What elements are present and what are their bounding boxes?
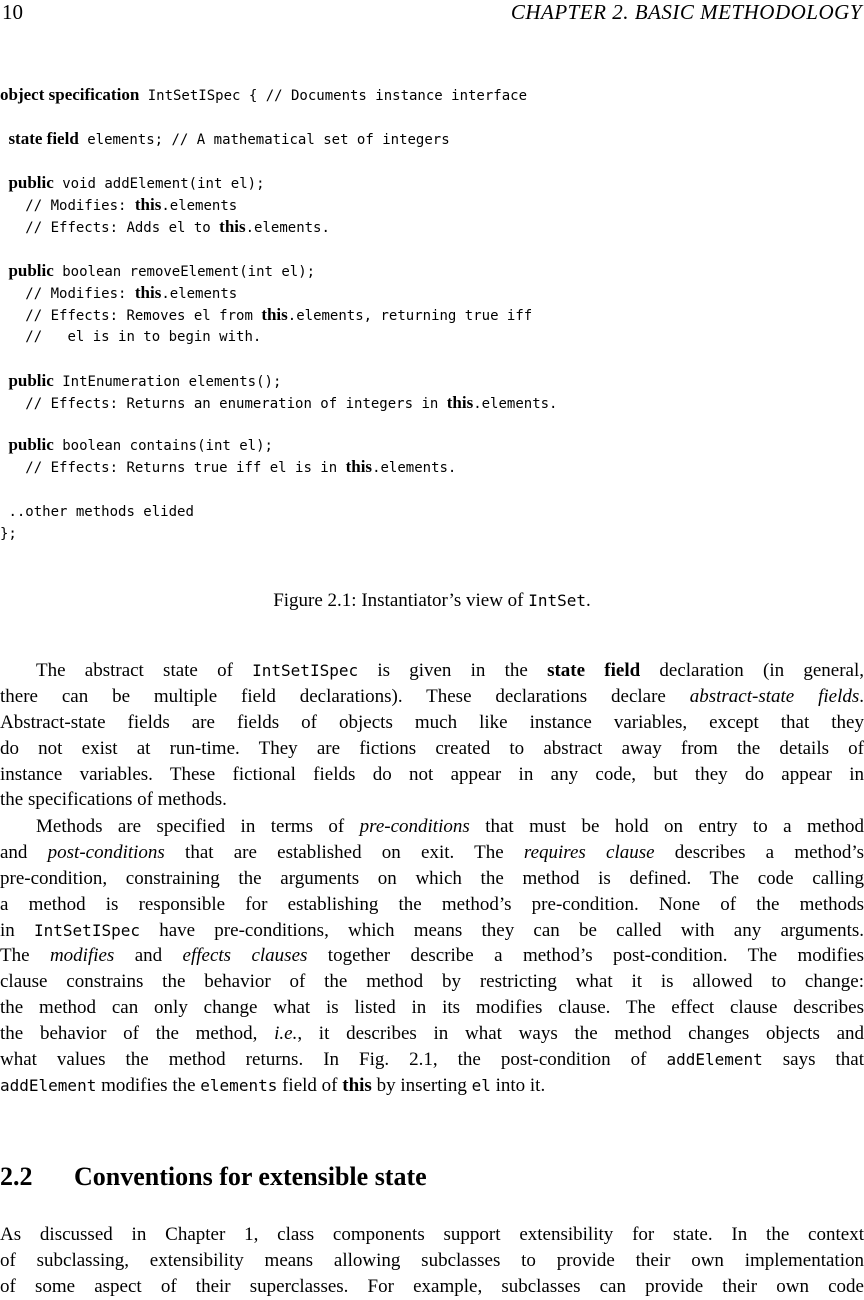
paragraph xyxy=(0,814,864,1099)
text: that must be hold on entry to a method xyxy=(469,816,864,837)
text: there can be multiple field declarations). These declarations declare xyxy=(0,685,690,707)
text-line xyxy=(0,840,864,866)
text-line: Abstract-state fields are fields of objects much like instance variables, except that they xyxy=(0,711,864,733)
code-text: // el is in to begin with. xyxy=(8,329,262,345)
text: is given in the xyxy=(358,660,548,681)
text: the behavior of the method, xyxy=(0,1023,275,1045)
code-text: IntEnumeration elements(); xyxy=(53,374,282,390)
code-line xyxy=(0,523,17,545)
text-line xyxy=(0,814,864,840)
section-number: 2.2 xyxy=(0,1162,33,1191)
code-text: // Modifies: xyxy=(8,198,135,214)
code-keyword: object specification xyxy=(0,85,140,104)
text-line: clause constrains the behavior of the method by restricting what it is allowed to change: xyxy=(0,971,864,993)
text: . xyxy=(859,685,864,707)
code-text: // Effects: Returns true iff el is in xyxy=(8,460,346,476)
italic-term: post-conditions xyxy=(47,841,165,863)
code-line xyxy=(0,456,456,478)
inline-code: el xyxy=(471,1075,491,1095)
page-number: 10 xyxy=(2,0,23,24)
bold-term: this xyxy=(342,1074,372,1096)
code-text: .elements. xyxy=(372,460,457,476)
text-line xyxy=(0,684,864,710)
text: what values the method returns. In Fig. 2.1, the post-condition of xyxy=(0,1049,667,1071)
text: that are established on exit. The xyxy=(164,841,524,863)
text: The xyxy=(0,945,50,967)
code-line xyxy=(0,172,265,194)
text-line xyxy=(0,1047,864,1073)
section-title: Conventions for extensible state xyxy=(74,1162,427,1191)
code-text: // Modifies: xyxy=(8,286,135,302)
text-line: the specifications of methods. xyxy=(0,789,227,811)
code-keyword: this xyxy=(134,195,162,214)
code-line xyxy=(0,84,527,106)
text-line: of some aspect of their superclasses. For example, subclasses can provide their own code xyxy=(0,1275,864,1297)
text: says that xyxy=(762,1049,864,1071)
text-line xyxy=(0,1021,864,1047)
code-keyword: this xyxy=(219,217,246,236)
code-text: .elements xyxy=(161,198,238,214)
code-line xyxy=(0,392,558,414)
italic-term: modifies xyxy=(49,945,115,967)
code-text: .elements xyxy=(161,286,238,302)
code-line xyxy=(0,260,315,282)
inline-code: IntSetISpec xyxy=(252,661,359,680)
text-line: pre-condition, constraining the arguments on which the method is defined. The code calling xyxy=(0,867,864,889)
text: and xyxy=(0,841,48,863)
code-text: boolean removeElement(int el); xyxy=(53,264,316,280)
paragraph xyxy=(0,658,864,813)
text: and xyxy=(114,945,183,967)
text: field of xyxy=(277,1074,343,1096)
text: , it describes in what ways the method changes objects and xyxy=(297,1023,864,1045)
code-keyword: public xyxy=(8,371,54,390)
text-line xyxy=(0,658,864,684)
text-line xyxy=(0,918,864,944)
text: describes a method’s xyxy=(654,841,864,863)
text-line: a method is responsible for establishing the method’s pre-condition. None of the methods xyxy=(0,893,864,915)
inline-code: elements xyxy=(200,1075,278,1095)
code-line xyxy=(0,304,532,326)
code-text: // Effects: Removes el from xyxy=(8,308,262,324)
italic-term: abstract-state fields xyxy=(689,685,860,707)
code-text: void addElement(int el); xyxy=(53,176,265,192)
code-text: // Effects: Adds el to xyxy=(8,220,220,236)
text: Methods are specified in terms of xyxy=(36,816,360,837)
inline-code: addElement xyxy=(0,1075,97,1095)
code-keyword: state field xyxy=(8,129,79,148)
paragraph xyxy=(0,1222,864,1300)
code-text: boolean contains(int el); xyxy=(53,438,273,454)
code-text: .elements, returning true iff xyxy=(287,308,533,324)
running-title: CHAPTER 2. BASIC METHODOLOGY xyxy=(510,0,862,24)
code-text: ..other methods elided xyxy=(8,504,194,520)
text: together describe a method’s post-condition. The modifies xyxy=(307,945,864,967)
text: declaration (in general, xyxy=(640,660,864,681)
caption-text: . xyxy=(586,590,591,611)
text: in xyxy=(0,919,35,941)
code-keyword: public xyxy=(8,173,54,192)
inline-code: IntSetISpec xyxy=(34,920,140,940)
code-text: elements; // A mathematical set of integers xyxy=(78,132,450,148)
code-keyword: public xyxy=(8,261,54,280)
code-line xyxy=(0,326,261,348)
code-keyword: this xyxy=(261,305,288,324)
text: modifies the xyxy=(96,1074,201,1096)
text-line xyxy=(0,943,864,969)
code-text: IntSetISpec { // Documents instance interface xyxy=(139,88,528,104)
text-line: the method can only change what is listed in its modifies clause. The effect clause describes xyxy=(0,997,864,1019)
code-line xyxy=(0,128,450,150)
italic-term: effects clauses xyxy=(182,945,308,967)
code-text: // Effects: Returns an enumeration of integers in xyxy=(8,396,447,412)
text-line: of subclassing, extensibility means allowing subclasses to provide their own implementation xyxy=(0,1249,864,1271)
code-keyword: this xyxy=(345,457,373,476)
code-keyword: this xyxy=(134,283,162,302)
italic-term: pre-conditions xyxy=(359,816,470,837)
section-heading xyxy=(0,1162,427,1192)
italic-term: i.e. xyxy=(274,1023,298,1045)
code-line xyxy=(0,501,194,523)
code-text: .elements. xyxy=(473,396,558,412)
inline-code: addElement xyxy=(666,1050,763,1070)
code-line xyxy=(0,370,281,392)
code-text: }; xyxy=(0,526,17,542)
code-keyword: this xyxy=(446,393,474,412)
figure-caption xyxy=(0,590,864,612)
code-line xyxy=(0,282,237,304)
text: into it. xyxy=(490,1074,546,1096)
text: The abstract state of xyxy=(36,660,253,681)
code-text: .elements. xyxy=(245,220,330,236)
text-line: do not exist at run-time. They are fictions created to abstract away from the details of xyxy=(0,737,864,759)
bold-term: state field xyxy=(547,660,641,681)
text: by inserting xyxy=(371,1074,472,1096)
caption-code: IntSet xyxy=(528,591,587,610)
caption-text: Figure 2.1: Instantiator’s view of xyxy=(273,590,529,611)
code-line xyxy=(0,434,273,456)
code-keyword: public xyxy=(8,435,54,454)
text-line xyxy=(0,1073,864,1099)
code-line xyxy=(0,216,330,238)
text-line: As discussed in Chapter 1, class components support extensibility for state. In the context xyxy=(0,1224,864,1245)
text: have pre-conditions, which means they can be called with any arguments. xyxy=(139,919,864,941)
text-line: instance variables. These fictional fields do not appear in any code, but they do appear in xyxy=(0,763,864,785)
code-line xyxy=(0,194,237,216)
italic-term: requires clause xyxy=(523,841,655,863)
